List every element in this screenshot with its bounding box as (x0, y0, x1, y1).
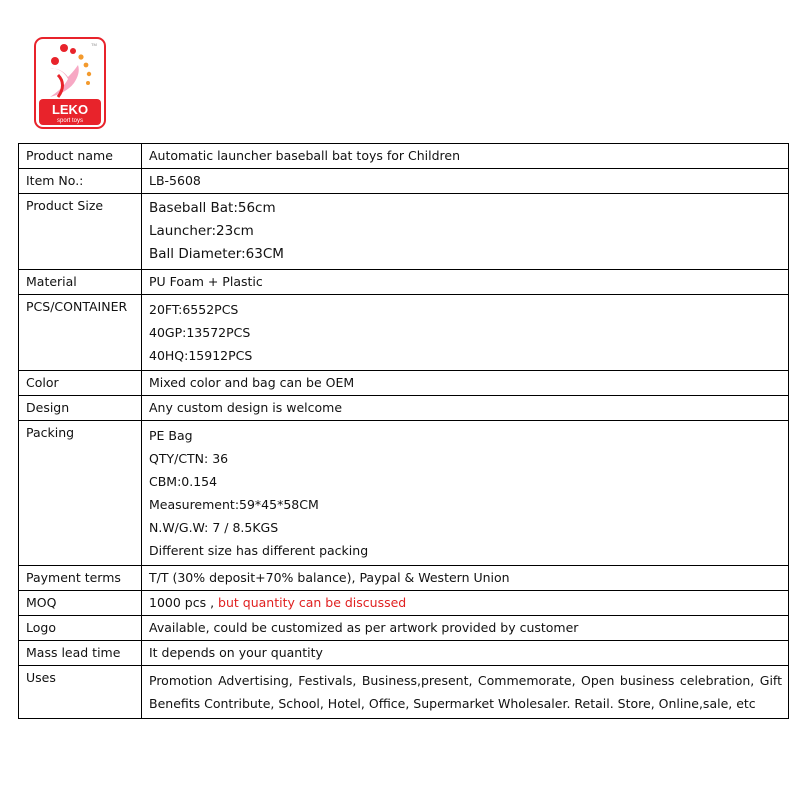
packing-line: QTY/CTN: 36 (149, 451, 229, 466)
packing-line: Different size has different packing (149, 543, 369, 558)
row-value (142, 194, 789, 270)
row-value: Mixed color and bag can be OEM (142, 371, 789, 396)
row-label: PCS/CONTAINER (19, 295, 142, 371)
table-row (19, 169, 789, 194)
table-row (19, 270, 789, 295)
row-value (142, 591, 789, 616)
table-row (19, 421, 789, 566)
product-spec-table (18, 143, 789, 719)
row-value: It depends on your quantity (142, 641, 789, 666)
table-row (19, 591, 789, 616)
table-row (19, 616, 789, 641)
row-label: Logo (19, 616, 142, 641)
table-row (19, 371, 789, 396)
table-row (19, 666, 789, 719)
table-row (19, 194, 789, 270)
row-value: Any custom design is welcome (142, 396, 789, 421)
row-label: Uses (19, 666, 142, 719)
row-label: Item No.: (19, 169, 142, 194)
row-label: Material (19, 270, 142, 295)
logo-tagline: sport toys (56, 118, 84, 124)
table-row (19, 144, 789, 169)
row-value (142, 295, 789, 371)
size-line: Launcher:23cm (149, 223, 254, 239)
row-value: Promotion Advertising, Festivals, Business,present, Commemorate, Open business celebration, Gift Benefits Contribute, School, Hotel, Office, Supermarket Wholesaler. Retail. Store, Online,sale, etc (142, 666, 789, 719)
row-value: T/T (30% deposit+70% balance), Paypal & Western Union (142, 566, 789, 591)
size-line: Ball Diameter:63CM (149, 246, 284, 262)
logo-tm: TM (91, 42, 97, 47)
row-label: Packing (19, 421, 142, 566)
packing-line: N.W/G.W: 7 / 8.5KGS (149, 520, 279, 535)
row-label: Payment terms (19, 566, 142, 591)
packing-line: CBM:0.154 (149, 474, 218, 489)
table-row (19, 396, 789, 421)
row-value: Available, could be customized as per artwork provided by customer (142, 616, 789, 641)
packing-line: Measurement:59*45*58CM (149, 497, 319, 512)
row-label: Product name (19, 144, 142, 169)
row-label: Product Size (19, 194, 142, 270)
row-value: LB-5608 (142, 169, 789, 194)
table-row (19, 295, 789, 371)
row-value (142, 421, 789, 566)
row-label: Design (19, 396, 142, 421)
row-label: Mass lead time (19, 641, 142, 666)
container-line: 40HQ:15912PCS (149, 348, 253, 363)
moq-note: but quantity can be discussed (218, 595, 407, 610)
moq-value: 1000 pcs , (149, 595, 219, 610)
logo-brand: LEKO (51, 102, 89, 117)
container-line: 40GP:13572PCS (149, 325, 251, 340)
table-row (19, 641, 789, 666)
container-line: 20FT:6552PCS (149, 302, 239, 317)
packing-line: PE Bag (149, 428, 193, 443)
row-label: MOQ (19, 591, 142, 616)
leko-logo (34, 37, 106, 129)
row-value: PU Foam + Plastic (142, 270, 789, 295)
row-value: Automatic launcher baseball bat toys for Children (142, 144, 789, 169)
row-label: Color (19, 371, 142, 396)
size-line: Baseball Bat:56cm (149, 200, 276, 216)
table-row (19, 566, 789, 591)
